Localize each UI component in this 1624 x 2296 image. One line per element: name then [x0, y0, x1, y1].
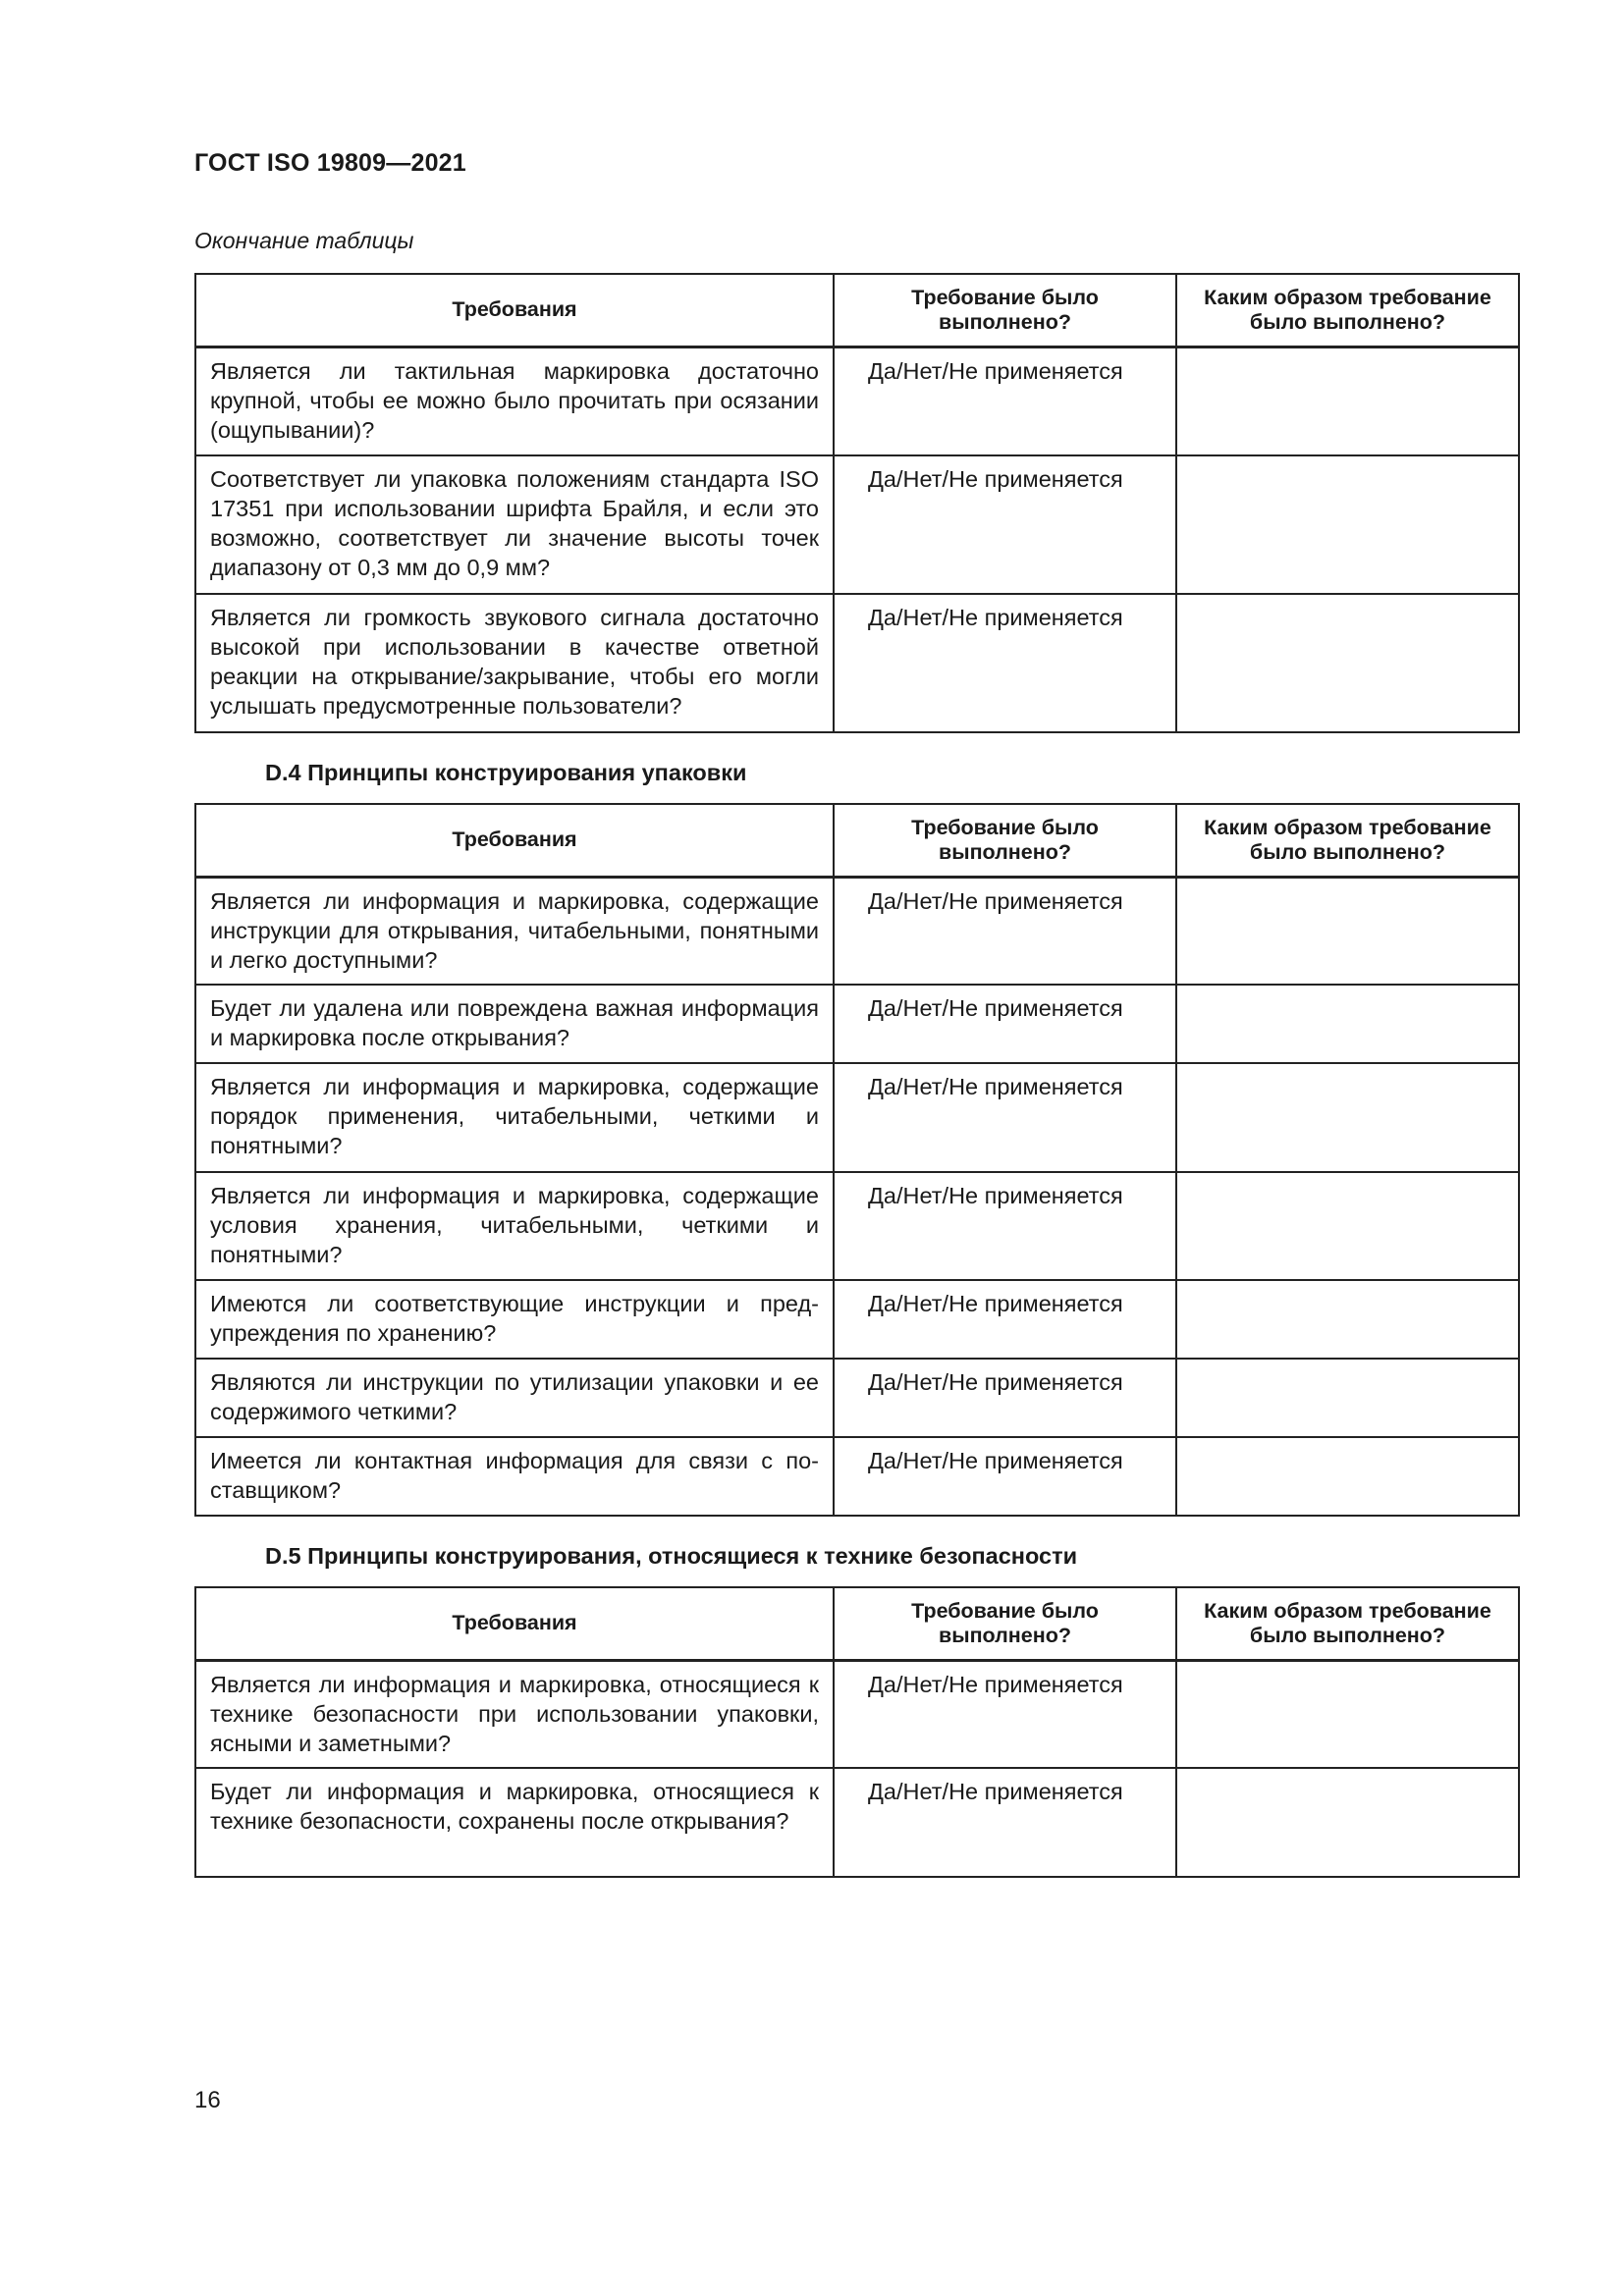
document-header: ГОСТ ISO 19809—2021 [194, 149, 466, 177]
table-row [195, 1660, 1519, 1768]
table-row [195, 877, 1519, 985]
table-header-row [195, 274, 1519, 347]
fulfilled-answer: Да/Нет/Не применяется [834, 347, 1176, 455]
table-row [195, 1768, 1519, 1877]
fulfilled-answer: Да/Нет/Не применяется [834, 594, 1176, 732]
requirement-text: Является ли громкость звукового сигнала достаточно высокой при использовании в качестве ответной реакции на открывание/закрывание, чтобы его могли услышать предусмотренные пользователи? [195, 594, 834, 732]
table-row [195, 1172, 1519, 1280]
how-fulfilled-cell [1176, 1280, 1519, 1359]
requirements-table-d4 [194, 803, 1520, 1517]
requirement-text: Соответствует ли упаковка положениям стандарта ISO 17351 при использовании шрифта Брайля, и если это возможно, соответствует ли значение высоты точек диапазону от 0,3 мм до 0,9 мм? [195, 455, 834, 594]
column-header-how: Каким образом требование было выполнено? [1176, 804, 1519, 877]
requirement-text: Является ли информация и маркировка, содержащие инструкции для открывания, читабельными, понятными и легко доступными? [195, 877, 834, 985]
how-fulfilled-cell [1176, 877, 1519, 985]
requirements-table-continued [194, 273, 1520, 733]
how-fulfilled-cell [1176, 594, 1519, 732]
requirements-table-d5 [194, 1586, 1520, 1878]
table-row [195, 1437, 1519, 1516]
how-fulfilled-cell [1176, 985, 1519, 1063]
column-header-fulfilled: Требование было выполнено? [834, 804, 1176, 877]
how-fulfilled-cell [1176, 347, 1519, 455]
fulfilled-answer: Да/Нет/Не применяется [834, 1437, 1176, 1516]
fulfilled-answer: Да/Нет/Не применяется [834, 1359, 1176, 1437]
how-fulfilled-cell [1176, 1660, 1519, 1768]
requirement-text: Будет ли удалена или повреждена важная информация и маркировка после открывания? [195, 985, 834, 1063]
section-title-d4: D.4 Принципы конструирования упаковки [265, 760, 747, 785]
column-header-requirements: Требования [195, 274, 834, 347]
requirement-text: Будет ли информация и маркировка, относящиеся к технике безопасности, сохранены после открывания? [195, 1768, 834, 1877]
requirement-text: Являются ли инструкции по утилизации упаковки и ее содержимого четкими? [195, 1359, 834, 1437]
requirement-text: Является ли информация и маркировка, содержащие порядок применения, читабельными, четкими и понятными? [195, 1063, 834, 1172]
table-row [195, 347, 1519, 455]
fulfilled-answer: Да/Нет/Не применяется [834, 1660, 1176, 1768]
how-fulfilled-cell [1176, 1768, 1519, 1877]
how-fulfilled-cell [1176, 1063, 1519, 1172]
table-row [195, 985, 1519, 1063]
column-header-requirements: Требования [195, 1587, 834, 1660]
column-header-how: Каким образом требование было выполнено? [1176, 1587, 1519, 1660]
requirement-text: Имеются ли соответствующие инструкции и предупреждения по хранению? [195, 1280, 834, 1359]
table-row [195, 594, 1519, 732]
table-continuation-label: Окончание таблицы [194, 228, 414, 253]
table-row [195, 1280, 1519, 1359]
section-title-d5: D.5 Принципы конструирования, относящиеся к технике безопасности [265, 1543, 1078, 1569]
fulfilled-answer: Да/Нет/Не применяется [834, 1280, 1176, 1359]
requirement-text: Имеется ли контактная информация для связи с поставщиком? [195, 1437, 834, 1516]
how-fulfilled-cell [1176, 1437, 1519, 1516]
fulfilled-answer: Да/Нет/Не применяется [834, 455, 1176, 594]
column-header-how: Каким образом требование было выполнено? [1176, 274, 1519, 347]
fulfilled-answer: Да/Нет/Не применяется [834, 1768, 1176, 1877]
table-row [195, 1063, 1519, 1172]
how-fulfilled-cell [1176, 455, 1519, 594]
table-row [195, 1359, 1519, 1437]
table-header-row [195, 1587, 1519, 1660]
table-row [195, 455, 1519, 594]
how-fulfilled-cell [1176, 1172, 1519, 1280]
requirement-text: Является ли информация и маркировка, относящиеся к технике безопасности при использовании упаковки, ясными и заметными? [195, 1660, 834, 1768]
column-header-requirements: Требования [195, 804, 834, 877]
fulfilled-answer: Да/Нет/Не применяется [834, 877, 1176, 985]
page-number: 16 [194, 2087, 221, 2113]
requirement-text: Является ли тактильная маркировка достаточно крупной, чтобы ее можно было прочитать при осязании (ощупывании)? [195, 347, 834, 455]
fulfilled-answer: Да/Нет/Не применяется [834, 985, 1176, 1063]
fulfilled-answer: Да/Нет/Не применяется [834, 1063, 1176, 1172]
requirement-text: Является ли информация и маркировка, содержащие условия хранения, читабельными, четкими и понятными? [195, 1172, 834, 1280]
column-header-fulfilled: Требование было выполнено? [834, 274, 1176, 347]
table-header-row [195, 804, 1519, 877]
fulfilled-answer: Да/Нет/Не применяется [834, 1172, 1176, 1280]
column-header-fulfilled: Требование было выполнено? [834, 1587, 1176, 1660]
how-fulfilled-cell [1176, 1359, 1519, 1437]
